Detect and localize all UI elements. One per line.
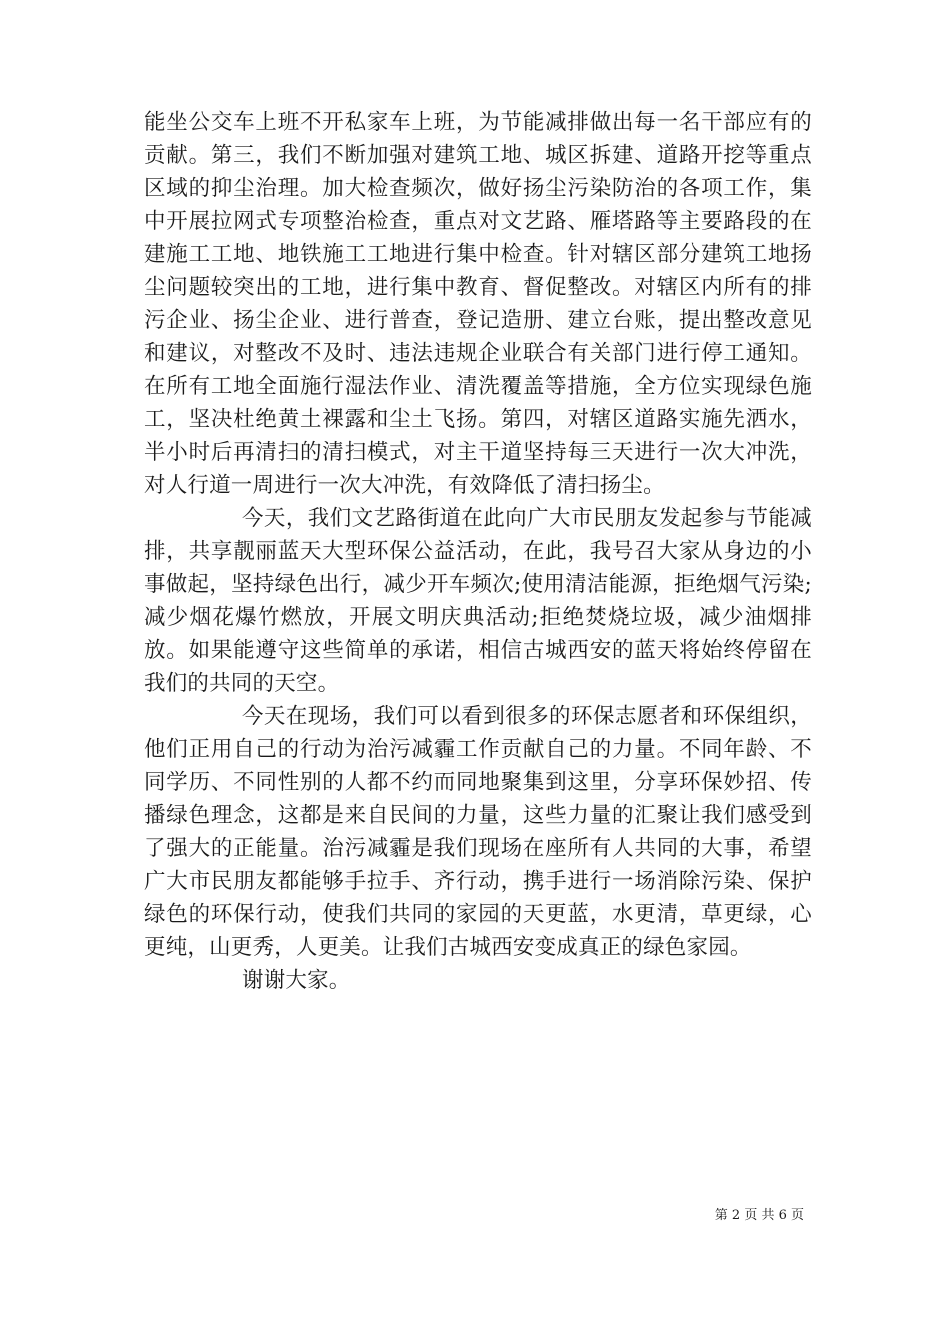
paragraph-body-2: 今天，我们文艺路街道在此向广大市民朋友发起参与节能减排，共享靓丽蓝天大型环保公益活动，在此，我号召大家从身边的小事做起，坚持绿色出行，减少开车频次;使用清洁能源，拒绝烟气污染;减少烟花爆竹燃放，开展文明庆典活动;拒绝焚烧垃圾，减少油烟排放。如果能遵守这些简单的承诺，相信古城西安的蓝天将始终停留在我们的共同的天空。 [144, 506, 812, 696]
document-body [144, 106, 812, 997]
paragraph-body-1: 能坐公交车上班不开私家车上班，为节能减排做出每一名干部应有的贡献。第三，我们不断加强对建筑工地、城区拆建、道路开挖等重点区域的抑尘治理。加大检查频次，做好扬尘污染防治的各项工作，集中开展拉网式专项整治检查，重点对文艺路、雁塔路等主要路段的在建施工工地、地铁施工工地进行集中检查。针对辖区部分建筑工地扬尘问题较突出的工地，进行集中教育、督促整改。对辖区内所有的排污企业、扬尘企业、进行普查，登记造册、建立台账，提出整改意见和建议，对整改不及时、违法违规企业联合有关部门进行停工通知。在所有工地全面施行湿法作业、清洗覆盖等措施，全方位实现绿色施工，坚决杜绝黄土裸露和尘土飞扬。第四，对辖区道路实施先洒水，半小时后再清扫的清扫模式，对主干道坚持每三天进行一次大冲洗，对人行道一周进行一次大冲洗，有效降低了清扫扬尘。 [144, 110, 812, 498]
paragraph-body-3: 今天在现场，我们可以看到很多的环保志愿者和环保组织，他们正用自己的行动为治污减霾工作贡献自己的力量。不同年龄、不同学历、不同性别的人都不约而同地聚集到这里，分享环保妙招、传播绿色理念，这都是来自民间的力量，这些力量的汇聚让我们感受到了强大的正能量。治污减霾是我们现场在座所有人共同的大事，希望广大市民朋友都能够手拉手、齐行动，携手进行一场消除污染、保护绿色的环保行动，使我们共同的家园的天更蓝，水更清，草更绿，心更纯，山更秀，人更美。让我们古城西安变成真正的绿色家园。 [144, 704, 812, 960]
page-number-footer: 第 2 页 共 6 页 [714, 1208, 804, 1223]
paragraph-closing: 谢谢大家。 [242, 968, 351, 993]
